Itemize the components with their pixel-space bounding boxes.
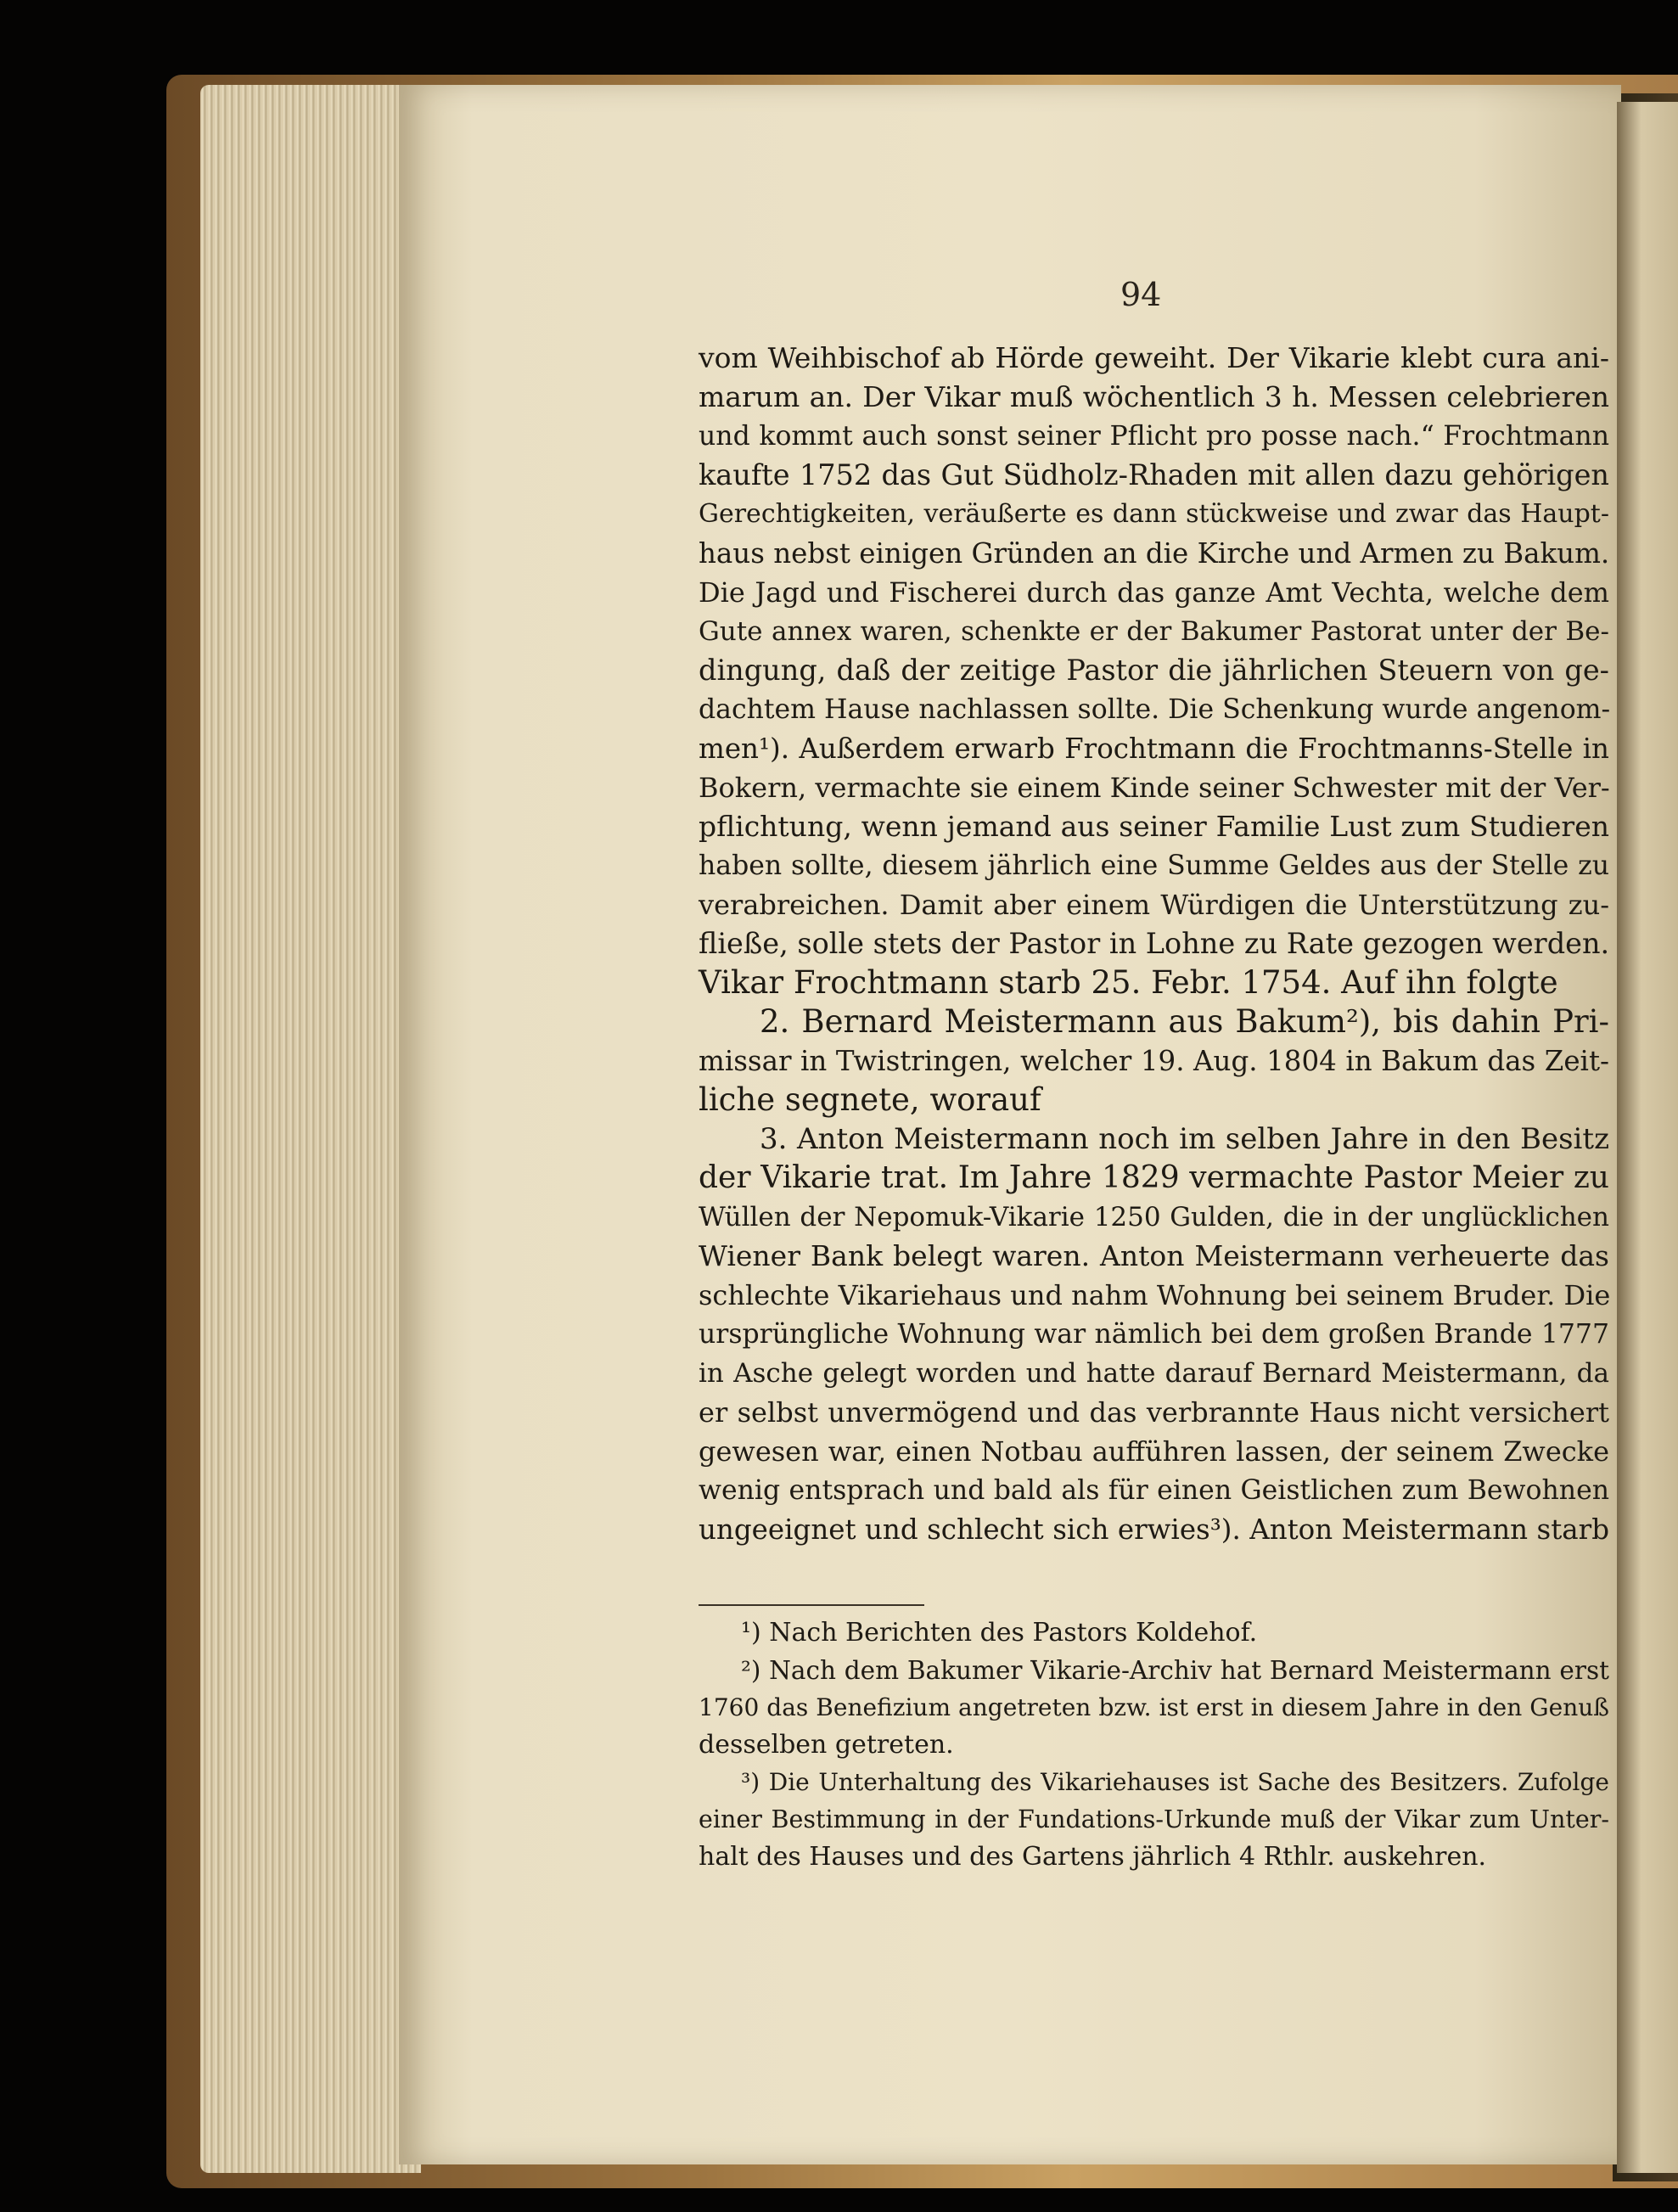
body-line: in Asche gelegt worden und hatte darauf Bernard Meistermann, da <box>699 1358 1609 1389</box>
body-line: Wiener Bank belegt waren. Anton Meistermann verheuerte das <box>699 1239 1609 1272</box>
body-line: Die Jagd und Fischerei durch das ganze Amt Vechta, welche dem <box>699 576 1609 609</box>
footnote-line: ³) Die Unterhaltung des Vikariehauses ist Sache des Besitzers. Zufolge <box>741 1768 1609 1796</box>
body-line: pflichtung, wenn jemand aus seiner Familie Lust zum Studieren <box>699 810 1609 843</box>
body-line: Gerechtigkeiten, veräußerte es dann stückweise und zwar das Haupt- <box>699 499 1609 529</box>
page-edges <box>200 85 421 2173</box>
body-line: haus nebst einigen Gründen an die Kirche und Armen zu Bakum. <box>699 537 1610 570</box>
body-line: liche segnete, worauf <box>699 1081 1041 1118</box>
body-line: Bokern, vermachte sie einem Kinde seiner Schwester mit der Ver- <box>699 772 1610 804</box>
page-number: 94 <box>1120 276 1162 313</box>
body-line: wenig entsprach und bald als für einen Geistlichen zum Bewohnen <box>699 1475 1609 1506</box>
body-line: dachtem Hause nachlassen sollte. Die Schenkung wurde angenom- <box>699 694 1611 725</box>
body-line: Wüllen der Nepomuk-Vikarie 1250 Gulden, die in der unglücklichen <box>699 1202 1609 1232</box>
facing-page-edge <box>1617 102 1678 2173</box>
footnote-line: desselben getreten. <box>699 1730 954 1760</box>
body-line: Gute annex waren, schenkte er der Bakumer Pastorat unter der Be- <box>699 616 1609 647</box>
body-line: gewesen war, einen Notbau aufführen lassen, der seinem Zwecke <box>699 1435 1609 1468</box>
footnote-line: halt des Hauses und des Gartens jährlich 4 Rthlr. auskehren. <box>699 1842 1487 1872</box>
footnote-separator <box>699 1604 924 1606</box>
body-line: der Vikarie trat. Im Jahre 1829 vermachte Pastor Meier zu <box>699 1160 1609 1195</box>
body-line: er selbst unvermögend und das verbrannte Haus nicht versichert <box>699 1396 1609 1429</box>
body-line: dingung, daß der zeitige Pastor die jährlichen Steuern von ge- <box>699 654 1609 687</box>
footnote-line: 1760 das Benefizium angetreten bzw. ist erst in diesem Jahre in den Genuß <box>699 1693 1609 1721</box>
body-line: men¹). Außerdem erwarb Frochtmann die Frochtmanns-Stelle in <box>699 733 1609 765</box>
body-line: und kommt auch sonst seiner Pflicht pro posse nach.“ Frochtmann <box>699 421 1609 452</box>
body-line: Vikar Frochtmann starb 25. Febr. 1754. Auf ihn folgte <box>699 964 1558 1001</box>
body-line: fließe, solle stets der Pastor in Lohne zu Rate gezogen werden. <box>699 927 1610 960</box>
body-line: missar in Twistringen, welcher 19. Aug. 1804 in Bakum das Zeit- <box>699 1045 1609 1077</box>
body-line: haben sollte, diesem jährlich eine Summe Geldes aus der Stelle zu <box>699 851 1609 881</box>
body-line: 2. Bernard Meistermann aus Bakum²), bis dahin Pri- <box>760 1003 1609 1040</box>
body-line: ursprüngliche Wohnung war nämlich bei dem großen Brande 1777 <box>699 1319 1609 1350</box>
footnote-line: ²) Nach dem Bakumer Vikarie-Archiv hat Bernard Meistermann erst <box>741 1656 1609 1685</box>
body-line: verabreichen. Damit aber einem Würdigen die Unterstützung zu- <box>699 889 1609 921</box>
body-line: ungeeignet und schlecht sich erwies³). Anton Meistermann starb <box>699 1513 1609 1546</box>
body-line: vom Weihbischof ab Hörde geweiht. Der Vikarie klebt cura ani- <box>699 341 1609 374</box>
body-line: schlechte Vikariehaus und nahm Wohnung bei seinem Bruder. Die <box>699 1279 1611 1311</box>
footnote-line: einer Bestimmung in der Fundations-Urkunde muß der Vikar zum Unter- <box>699 1805 1609 1833</box>
footnote-line: ¹) Nach Berichten des Pastors Koldehof. <box>741 1618 1258 1648</box>
body-line: kaufte 1752 das Gut Südholz-Rhaden mit allen dazu gehörigen <box>699 458 1609 491</box>
body-line: 3. Anton Meistermann noch im selben Jahre in den Besitz <box>760 1122 1609 1156</box>
body-line: marum an. Der Vikar muß wöchentlich 3 h. Messen celebrieren <box>699 380 1609 413</box>
